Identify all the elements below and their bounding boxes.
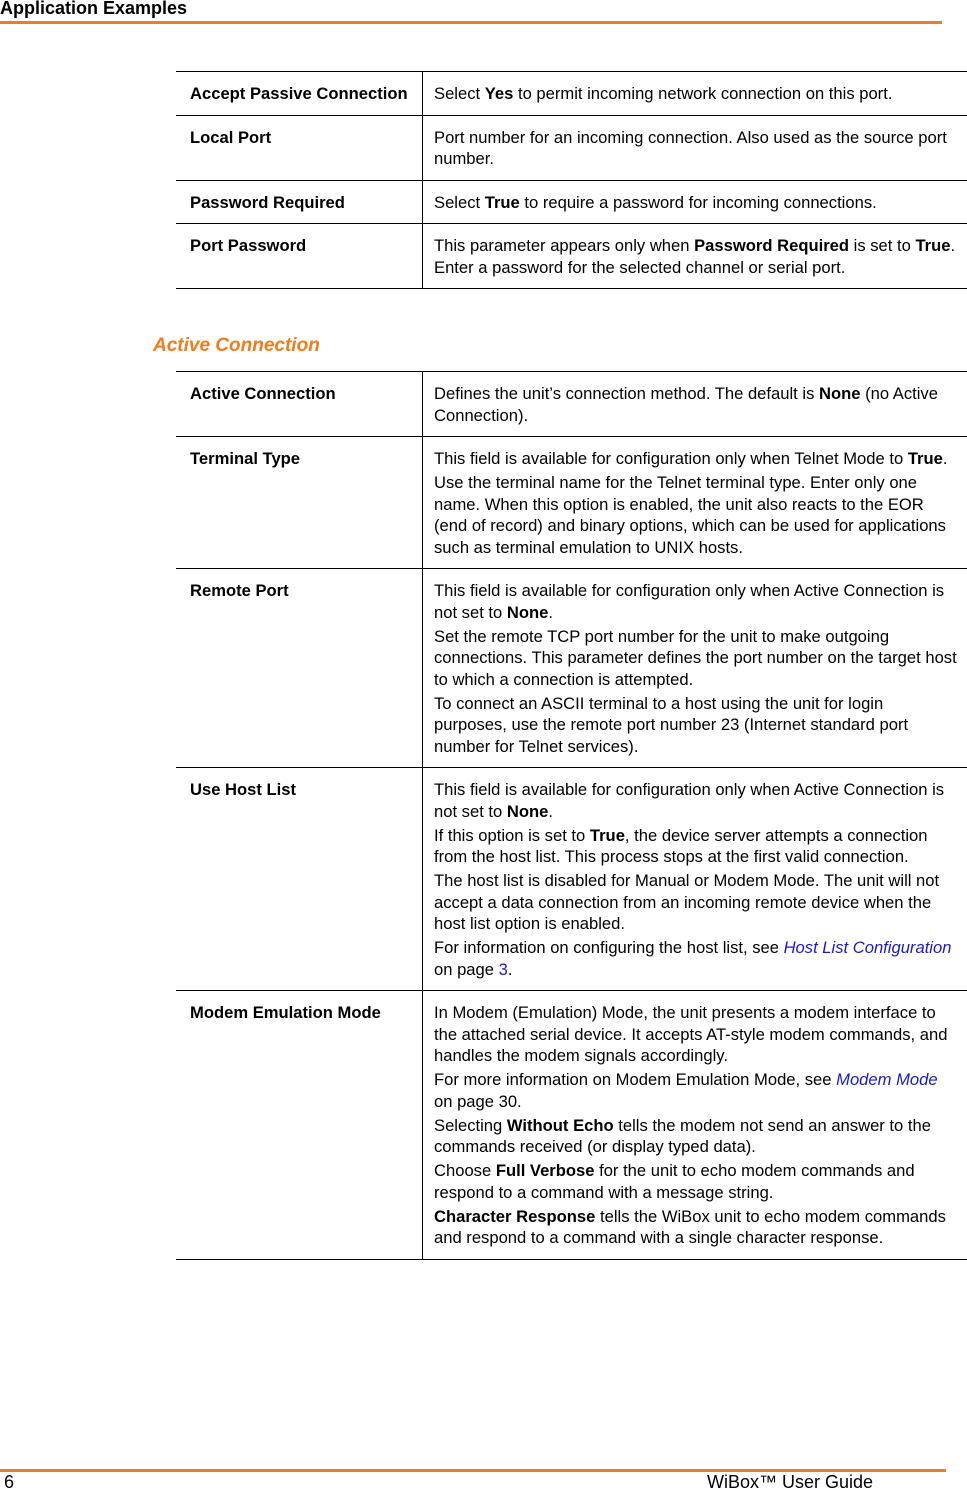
emphasis-text: Password Required bbox=[694, 236, 849, 255]
description-paragraph bbox=[434, 825, 959, 868]
description-paragraph bbox=[434, 383, 959, 426]
description-text: to require a password for incoming connections. bbox=[520, 193, 877, 212]
description-text: The host list is disabled for Manual or Modem Mode. The unit will not accept a data connection from an incoming remote device when the host list option is enabled. bbox=[434, 871, 939, 933]
emphasis-text: True bbox=[590, 826, 625, 845]
description-text: . bbox=[548, 802, 553, 821]
description-paragraph bbox=[434, 1206, 959, 1249]
description-text: This parameter appears only when bbox=[434, 236, 694, 255]
table-body bbox=[176, 72, 967, 289]
parameter-description bbox=[423, 180, 967, 224]
parameter-description bbox=[423, 224, 967, 289]
description-text: . bbox=[508, 960, 513, 979]
description-text: Select bbox=[434, 193, 485, 212]
description-text: . bbox=[943, 449, 948, 468]
emphasis-text: True bbox=[908, 449, 943, 468]
description-text: to permit incoming network connection on this port. bbox=[513, 84, 892, 103]
description-text: Selecting bbox=[434, 1116, 507, 1135]
active-connection-parameter-table bbox=[176, 371, 967, 1260]
description-text: is set to bbox=[849, 236, 915, 255]
document-title: WiBox™ User Guide bbox=[707, 1471, 873, 1493]
emphasis-text: None bbox=[819, 384, 860, 403]
description-paragraph bbox=[434, 1160, 959, 1203]
emphasis-text: True bbox=[915, 236, 950, 255]
description-text: on page bbox=[434, 960, 499, 979]
parameter-description bbox=[423, 768, 967, 991]
parameter-name: Accept Passive Connection bbox=[176, 72, 423, 116]
parameter-name: Modem Emulation Mode bbox=[176, 991, 423, 1260]
parameter-description bbox=[423, 991, 967, 1260]
table-row-active-connection bbox=[176, 372, 967, 437]
parameter-description bbox=[423, 372, 967, 437]
description-text: , the device server attempts a connection from the host list. This process stops at the first valid connection. bbox=[434, 826, 927, 867]
table-row-password-required bbox=[176, 180, 967, 224]
table-row-use-host-list bbox=[176, 768, 967, 991]
parameter-description bbox=[423, 569, 967, 768]
description-text: . bbox=[548, 603, 553, 622]
description-paragraph bbox=[434, 235, 959, 278]
parameter-name: Local Port bbox=[176, 115, 423, 180]
description-paragraph bbox=[434, 83, 959, 105]
description-paragraph bbox=[434, 192, 959, 214]
section-heading-active-connection: Active Connection bbox=[153, 334, 320, 358]
emphasis-text: Character Response bbox=[434, 1207, 595, 1226]
description-text: tells the WiBox unit to echo modem commands and respond to a command with a single character response. bbox=[434, 1207, 946, 1248]
header-divider bbox=[0, 21, 942, 24]
emphasis-text: True bbox=[485, 193, 520, 212]
table-row-modem-emulation-mode bbox=[176, 991, 967, 1260]
description-paragraph bbox=[434, 870, 959, 935]
table-row-port-password bbox=[176, 224, 967, 289]
description-paragraph bbox=[434, 626, 959, 691]
description-text: . Enter a password for the selected channel or serial port. bbox=[434, 236, 955, 277]
description-paragraph bbox=[434, 1002, 959, 1067]
parameter-name: Password Required bbox=[176, 180, 423, 224]
description-text: To connect an ASCII terminal to a host using the unit for login purposes, use the remote port number 23 (Internet standard port number for Telnet services). bbox=[434, 694, 908, 756]
description-paragraph bbox=[434, 1069, 959, 1112]
parameter-name: Terminal Type bbox=[176, 437, 423, 569]
table-row-local-port bbox=[176, 115, 967, 180]
description-text: For information on configuring the host list, see bbox=[434, 938, 784, 957]
parameter-description bbox=[423, 115, 967, 180]
emphasis-text: Full Verbose bbox=[496, 1161, 595, 1180]
emphasis-text: None bbox=[507, 802, 548, 821]
table-row-remote-port bbox=[176, 569, 967, 768]
parameter-name: Use Host List bbox=[176, 768, 423, 991]
description-paragraph bbox=[434, 472, 959, 558]
parameter-name: Active Connection bbox=[176, 372, 423, 437]
description-text: This field is available for configuration only when Active Connection is not set to bbox=[434, 581, 944, 622]
page-header-title: Application Examples bbox=[0, 0, 187, 19]
description-paragraph bbox=[434, 580, 959, 623]
cross-reference-link[interactable]: Host List Configuration bbox=[784, 938, 952, 957]
page-number: 6 bbox=[4, 1471, 14, 1493]
description-text: Choose bbox=[434, 1161, 496, 1180]
description-paragraph bbox=[434, 937, 959, 980]
emphasis-text: Without Echo bbox=[507, 1116, 614, 1135]
table-row-accept-passive-connection bbox=[176, 72, 967, 116]
table-row-terminal-type bbox=[176, 437, 967, 569]
description-paragraph bbox=[434, 127, 959, 170]
description-text: This field is available for configuration only when Active Connection is not set to bbox=[434, 780, 944, 821]
description-text: Set the remote TCP port number for the unit to make outgoing connections. This parameter defines the port number on the target host to which a connection is attempted. bbox=[434, 627, 957, 689]
description-paragraph bbox=[434, 1115, 959, 1158]
parameter-name: Remote Port bbox=[176, 569, 423, 768]
passive-connection-parameter-table bbox=[176, 71, 967, 289]
emphasis-text: None bbox=[507, 603, 548, 622]
cross-reference-link[interactable]: Modem Mode bbox=[836, 1070, 937, 1089]
description-paragraph bbox=[434, 448, 959, 470]
parameter-description bbox=[423, 72, 967, 116]
description-text: tells the modem not send an answer to the commands received (or display typed data). bbox=[434, 1116, 931, 1157]
parameter-name: Port Password bbox=[176, 224, 423, 289]
description-text: Use the terminal name for the Telnet terminal type. Enter only one name. When this option is enabled, the unit also reacts to the EOR (end of record) and binary options, which can be used for applications such as terminal emulation to UNIX hosts. bbox=[434, 473, 946, 557]
description-paragraph bbox=[434, 779, 959, 822]
description-text: Defines the unit’s connection method. The default is bbox=[434, 384, 819, 403]
description-text: for the unit to echo modem commands and respond to a command with a message string. bbox=[434, 1161, 915, 1202]
description-text: In Modem (Emulation) Mode, the unit presents a modem interface to the attached serial device. It accepts AT-style modem commands, and handles the modem signals accordingly. bbox=[434, 1003, 947, 1065]
table-body bbox=[176, 372, 967, 1260]
description-text: on page 30. bbox=[434, 1092, 522, 1111]
description-text: If this option is set to bbox=[434, 826, 590, 845]
description-text: Select bbox=[434, 84, 485, 103]
description-text: (no Active Connection). bbox=[434, 384, 938, 425]
description-text: For more information on Modem Emulation Mode, see bbox=[434, 1070, 836, 1089]
description-paragraph bbox=[434, 693, 959, 758]
emphasis-text: Yes bbox=[485, 84, 514, 103]
parameter-description bbox=[423, 437, 967, 569]
page-reference-link[interactable]: 3 bbox=[499, 960, 508, 979]
description-text: This field is available for configuration only when Telnet Mode to bbox=[434, 449, 908, 468]
description-text: Port number for an incoming connection. Also used as the source port number. bbox=[434, 128, 947, 169]
